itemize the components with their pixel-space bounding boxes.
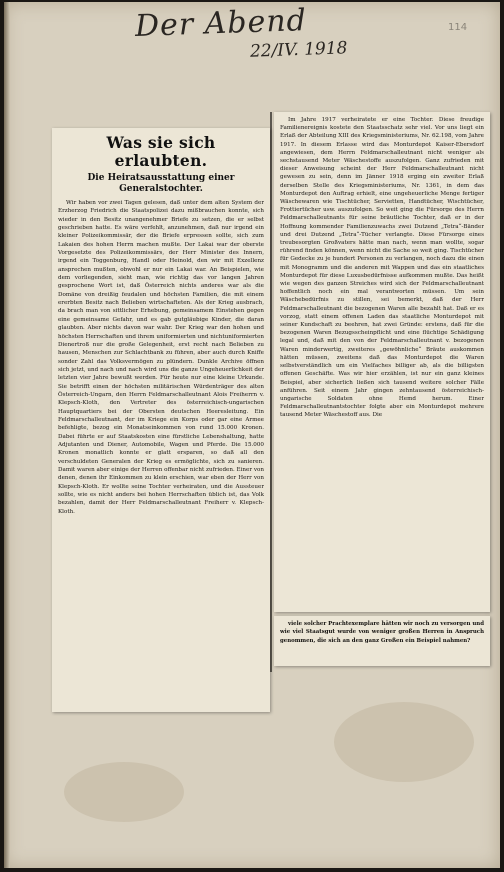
newspaper-clipping-left-column bbox=[52, 128, 270, 712]
paper-stain bbox=[64, 762, 184, 822]
right-column bbox=[280, 116, 484, 608]
handwritten-newspaper-title: Der Abend bbox=[134, 3, 308, 44]
newspaper-clipping-right-ending bbox=[274, 616, 490, 666]
column-divider bbox=[270, 112, 272, 672]
left-column bbox=[58, 132, 264, 708]
paper-stain bbox=[334, 702, 474, 782]
article-body-right: Im Jahre 1917 verheiratete er eine Tochter. Diese freudige Familienereignis kostete den Staatsschatz sehr viel. Vor uns liegt ein Erlaß der Abteilung XIII des Kriegsministeriums, Nr. 62.198, vom Jahre 1917. In diesem Erlasse wird das Monturdepot Kaiser-Ebersdorf angewiesen, dem Herrn Feldmarschalleutnant nicht weniger als sechstausend Meter Wäschestoffe auszufolgen. Ganz zufrieden mit dieser Anweisung scheint der Herr Feldmarschalleutnant nicht gewesen zu sein, denn im Jänner 1918 erging ein zweiter Erlaß derselben Stelle des Kriegsministeriums, Nr. 1361, in dem das Monturdepot den Auftrag erhielt, eine ungeheuerliche Menge fertiger Wäschewaren wie Tischtücher, Servietten, Handtücher, Wischtücher, Frottiertücher usw. auszufolgen. So weit ging die Fürsorge des Herrn Feldmarschalleutnants für seine bräutliche Tochter, daß er in der Hoffnung kommender Familienzuwachs zwei Dutzend „Tetra“-Bänder und drei Dutzend „Tetra“-Tücher verlangte. Diese Fürsorge eines treubesorgten Großvaters hätte man nach, wenn man wollte, sogar rührend finden können, wenn nicht die Sache so weit ging. Tischtücher für Gedecke zu je hundert Personen zu verlangen, noch dazu die einen mit Monogramm und die anderen mit Wappen und das ein staatliches Monturdepot für diese Luxusbedürfnisse aufkommen mußte. Das heißt wie wegen des ganzen Streiches wird sich der Feldmarschalleutnant hoffentlich noch ein mal verantworten müssen. Um sein Wäschebedürfnis zu stillen, sei bemerkt, daß der Herr Feldmarschalleutnant die bezogenen Waren alle bezahlt hat. Daß er es vorzog, statt einem offenen Laden das staatliche Monturdepot mit seiner Kundschaft zu beehren, hat zwei Gründe: erstens, daß für die bezogenen Waren Bezugsscheinpflicht und eine flüchtige Schädigung legal und, daß mit den von der Feldmarschalleutnant v. bezogenen Waren minderwertig, zweiteres „gewöhnliche“ Bräute auskommen hätten müssen, zweitens daß das Monturdepot die Waren selbstverständlich um ein Vielfaches billiger ab, als die billigsten offenen Geschäfte. Was wir hier erzählen, ist nur ein ganz kleines Beispiel, aber sicherlich ließen sich tausend weitere solcher Fälle anführen. Seit einem Jahr gingen zehntausend österreichisch-ungarische Soldaten ohne Hemd herum. Einer Feldmarschalleutnantstochter folgte aber ein Monturdepot mehrere tausend Meter Wäschestoff aus. Die bbox=[280, 117, 484, 419]
right-column-ending bbox=[280, 620, 484, 662]
newspaper-clipping-right-column bbox=[274, 112, 490, 612]
article-headline: Was sie sich erlaubten. bbox=[106, 133, 216, 170]
pencil-page-number: 114 bbox=[448, 22, 468, 33]
article-subheadline: Die Heiratsausstattung einer Generalstochter. bbox=[87, 173, 235, 194]
article-closing-question: viele solcher Prachtexemplare hätten wir noch zu versorgen und wie viel Staatsgut wurde von weniger großen Herren in Anspruch genommen, die sich an den ganz Großen ein Beispiel nahmen? bbox=[280, 621, 484, 644]
article-body-left: Wir haben vor zwei Tagen gelesen, daß unter dem alten System der Erzherzog Friedrich die Staatspolizei dazu mißbrauchen konnte, sich wieder in den Besitz unangenehmer Briefe zu setzen, die er selbst geschrieben hatte. Es wäre verfehlt, anzunehmen, daß nur irgend ein kleiner Polizeikommissär, der die Briefe erpressen sollte, sich zum Lakaien des hohen Herrn machen mußte. Der Lakai war der oberste Vorgesetzte des Polizeikommissärs, der Herr Minister des Innern, irgend ein Toggenburg, Handl oder Heinold, den wir mit Exzellenz ansprechen mußten, obwohl er nur ein Lakai war. An Beispielen, wie dem vorliegenden, sieht man, wie richtig das vor langen Jahren gesprochene Wort ist, daß Österreich nichts anderes war als die Domäne von dreißig feudalen und höchsten Familien, die mit einem ererbten Besitz nach Belieben wirtschafteten. Als der Krieg ausbrach, da brach man von sittlicher Erhebung, gemeinsamem Einstehen gegen eine gemeinsame Gefahr, und es gab gutgläubige Kinder, die daran glaubten. Aber nichts davon war wahr. Der Krieg war den hohen und höchsten Herrschaften und ihrem uniformierten und nichtuniformierten Dienertroß nur die große Gelegenheit, erst recht nach Belieben zu hausen, Menschen zur Schlachtbank zu führen, aber auch durch Kniffe sonder Zahl das Volksvermögen zu plündern. Dunkle Archive öffnen sich jetzt, und nach und nach wird uns die ganze Ungeheuerlichkeit der letzten vier Jahre bewußt werden. Für heute nur eine kleine Urkunde. Sie betrifft einen der höchsten militärischen Würdenträger des alten Österreich-Ungarn, den Herrn Feldmarschalleutnant Alois Freiherrn v. Klepsch-Kloth, den Vertreter des österreichisch-ungarischen Hauptquartiers bei der Obersten deutschen Heeresleitung. Ein Feldmarschalleutnant, der im Kriege ein Korps oder gar eine Armee befehligte, bezog ein Monatseinkommen von rund 15.000 Kronen. Dabei führte er auf Staatskosten eine fürstliche Lebenshaltung, hatte Adjutanten und Diener, Automobile, Wagen und Pferde. Die 15.000 Kronen monatlich konnte er glatt ersparen, so daß all den verschuldeten Generalen der Krieg es ermöglichte, sich zu sanieren. Damit waren aber einige der Herren offenbar nicht zufrieden. Einer von denen, denen ihr Einkommen zu klein erschien, war eben der Herr von Klepsch-Kloth. Er wollte seine Tochter verheiraten, und die Aussteuer sollte, wie es nicht anders bei hohen Herrschaften üblich ist, das Volk bezahlen, damit der Herr Feldmarschalleutnant Freiherr v. Klepsch-Kloth. bbox=[58, 200, 264, 515]
handwritten-date: 22/IV. 1918 bbox=[249, 38, 348, 62]
sheet-edge-shadow bbox=[4, 2, 10, 868]
